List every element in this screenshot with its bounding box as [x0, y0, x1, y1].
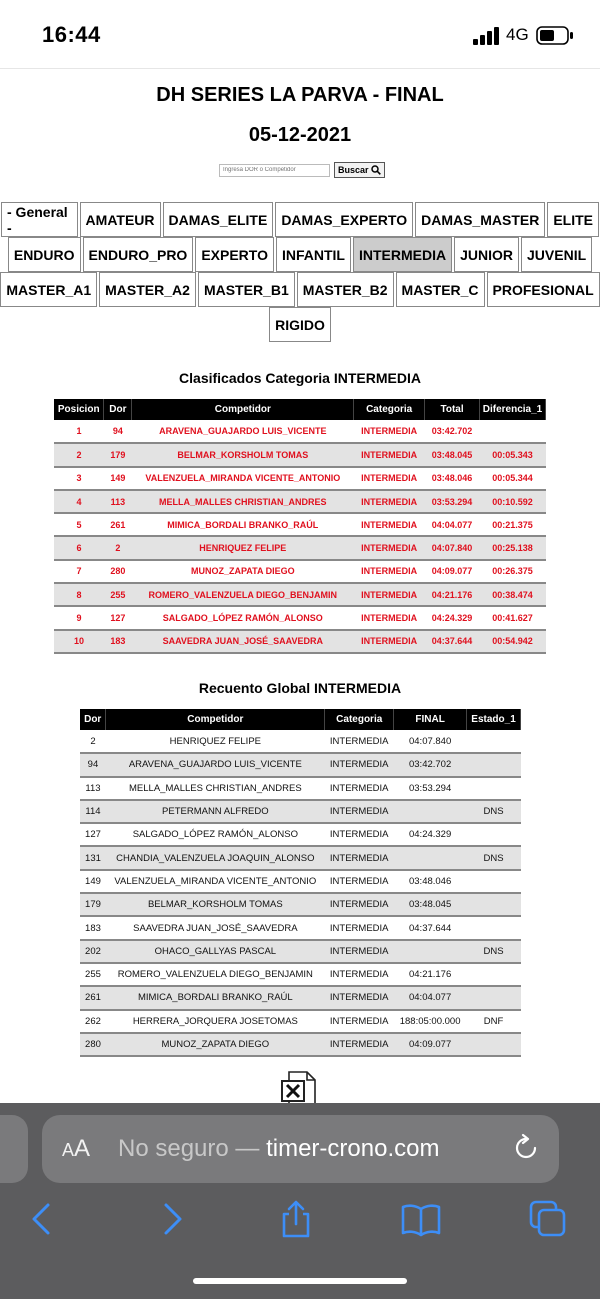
aa-small-label: A: [62, 1140, 75, 1160]
table-cell: 00:05.343: [480, 443, 546, 466]
table-cell: 04:37.644: [425, 630, 480, 653]
table-cell: 00:05.344: [480, 467, 546, 490]
table-cell: 94: [80, 753, 106, 776]
table-cell: OHACO_GALLYAS PASCAL: [106, 940, 325, 963]
table-cell: 8: [54, 583, 104, 606]
category-button[interactable]: INFANTIL: [276, 237, 351, 272]
table-cell: INTERMEDIA: [325, 916, 394, 939]
category-button[interactable]: INTERMEDIA: [353, 237, 452, 272]
table-cell: 280: [104, 560, 132, 583]
url-domain: timer-crono.com: [266, 1135, 440, 1162]
table-cell: INTERMEDIA: [325, 870, 394, 893]
signal-icon: [473, 27, 501, 45]
table-cell: 179: [80, 893, 106, 916]
table-cell: 179: [104, 443, 132, 466]
classified-table: [54, 399, 546, 654]
category-button[interactable]: AMATEUR: [80, 202, 161, 237]
table-cell: 00:26.375: [480, 560, 546, 583]
table-cell: 5: [54, 513, 104, 536]
table-cell: VALENZUELA_MIRANDA VICENTE_ANTONIO: [106, 870, 325, 893]
table-cell: 131: [80, 846, 106, 869]
table-cell: 127: [104, 606, 132, 629]
divider: [0, 68, 600, 69]
table-row: [80, 1033, 521, 1056]
column-header: Posicion: [54, 399, 104, 420]
category-button[interactable]: MASTER_C: [396, 272, 485, 307]
category-row: [0, 202, 600, 237]
table-cell: 7: [54, 560, 104, 583]
table-row: [54, 443, 546, 466]
column-header: Dor: [104, 399, 132, 420]
table-cell: 04:04.077: [394, 986, 467, 1009]
table-cell: 2: [80, 730, 106, 753]
table-cell: INTERMEDIA: [325, 800, 394, 823]
table-cell: 03:48.045: [394, 893, 467, 916]
table-cell: 255: [80, 963, 106, 986]
table-row: [54, 490, 546, 513]
battery-icon: [536, 26, 574, 45]
table-cell: INTERMEDIA: [354, 420, 425, 443]
search-bar: [219, 162, 385, 178]
table-cell: 202: [80, 940, 106, 963]
table-cell: 04:24.329: [425, 606, 480, 629]
table-cell: PETERMANN ALFREDO: [106, 800, 325, 823]
table-cell: BELMAR_KORSHOLM TOMAS: [132, 443, 354, 466]
category-button[interactable]: MASTER_A2: [99, 272, 196, 307]
search-button-label: Buscar: [338, 165, 369, 175]
address-bar[interactable]: [42, 1115, 559, 1183]
table-cell: [467, 963, 521, 986]
forward-icon[interactable]: [152, 1199, 192, 1239]
table-cell: INTERMEDIA: [325, 963, 394, 986]
table-row: [80, 870, 521, 893]
table-cell: DNS: [467, 846, 521, 869]
column-header: Categoria: [325, 709, 394, 730]
table-cell: INTERMEDIA: [354, 467, 425, 490]
browser-toolbar: [0, 1103, 600, 1299]
table-row: [54, 630, 546, 653]
table-cell: MUNOZ_ZAPATA DIEGO: [106, 1033, 325, 1056]
table-row: [54, 467, 546, 490]
table-cell: 04:07.840: [394, 730, 467, 753]
table-cell: MUNOZ_ZAPATA DIEGO: [132, 560, 354, 583]
table-cell: SAAVEDRA JUAN_JOSÉ_SAAVEDRA: [106, 916, 325, 939]
excel-export-icon[interactable]: [278, 1068, 320, 1108]
table-row: [80, 963, 521, 986]
category-row: [0, 272, 600, 307]
table-cell: HENRIQUEZ FELIPE: [132, 536, 354, 559]
table-row: [80, 777, 521, 800]
category-button[interactable]: JUVENIL: [521, 237, 592, 272]
table-row: [54, 513, 546, 536]
column-header: Competidor: [106, 709, 325, 730]
table-cell: 113: [80, 777, 106, 800]
column-header: Estado_1: [467, 709, 521, 730]
table-cell: ROMERO_VALENZUELA DIEGO_BENJAMIN: [132, 583, 354, 606]
table-cell: [467, 753, 521, 776]
table-cell: MELLA_MALLES CHRISTIAN_ANDRES: [106, 777, 325, 800]
table-cell: [467, 1033, 521, 1056]
table-cell: 00:10.592: [480, 490, 546, 513]
table-cell: 03:42.702: [425, 420, 480, 443]
table-cell: 280: [80, 1033, 106, 1056]
home-indicator: [193, 1278, 407, 1284]
table-cell: 04:21.176: [394, 963, 467, 986]
table-cell: ARAVENA_GUAJARDO LUIS_VICENTE: [106, 753, 325, 776]
table-cell: [394, 846, 467, 869]
table-cell: 03:48.046: [425, 467, 480, 490]
reload-icon[interactable]: [511, 1133, 541, 1163]
table-cell: INTERMEDIA: [354, 490, 425, 513]
category-button[interactable]: MASTER_B1: [198, 272, 295, 307]
table-cell: 261: [104, 513, 132, 536]
table-cell: 262: [80, 1010, 106, 1033]
table-cell: INTERMEDIA: [325, 986, 394, 1009]
column-header: FINAL: [394, 709, 467, 730]
table-cell: INTERMEDIA: [325, 893, 394, 916]
table-cell: [467, 893, 521, 916]
table-row: [80, 1010, 521, 1033]
table-cell: HERRERA_JORQUERA JOSETOMAS: [106, 1010, 325, 1033]
browser-nav: [0, 1191, 600, 1251]
table-cell: 00:54.942: [480, 630, 546, 653]
search-icon: [371, 165, 381, 175]
table-row: [80, 986, 521, 1009]
category-selector: [0, 202, 600, 342]
table-cell: 03:48.046: [394, 870, 467, 893]
table-row: [80, 730, 521, 753]
table-cell: INTERMEDIA: [325, 1033, 394, 1056]
category-button[interactable]: RIGIDO: [269, 307, 331, 342]
column-header: Categoria: [354, 399, 425, 420]
table-cell: 1: [54, 420, 104, 443]
table-cell: 94: [104, 420, 132, 443]
table-cell: DNS: [467, 940, 521, 963]
table-cell: INTERMEDIA: [354, 630, 425, 653]
table-cell: 183: [80, 916, 106, 939]
category-button[interactable]: JUNIOR: [454, 237, 519, 272]
previous-tab-stub[interactable]: [0, 1115, 28, 1183]
table-cell: 6: [54, 536, 104, 559]
url-prefix: No seguro —: [118, 1135, 267, 1162]
table-cell: 149: [80, 870, 106, 893]
category-row: [0, 237, 600, 272]
table-cell: INTERMEDIA: [325, 940, 394, 963]
category-button[interactable]: ENDURO: [8, 237, 81, 272]
table-cell: 183: [104, 630, 132, 653]
table-cell: [467, 916, 521, 939]
table-cell: 04:09.077: [425, 560, 480, 583]
table-row: [54, 536, 546, 559]
table-row: [80, 800, 521, 823]
table-cell: INTERMEDIA: [325, 1010, 394, 1033]
page-title: DH SERIES LA PARVA - FINAL: [156, 84, 444, 106]
table-cell: 04:09.077: [394, 1033, 467, 1056]
table-cell: 261: [80, 986, 106, 1009]
category-button[interactable]: DAMAS_MASTER: [415, 202, 545, 237]
table-cell: MELLA_MALLES CHRISTIAN_ANDRES: [132, 490, 354, 513]
search-button[interactable]: [334, 162, 385, 178]
category-button[interactable]: MASTER_A1: [0, 272, 97, 307]
classified-title: Clasificados Categoria INTERMEDIA: [179, 370, 421, 386]
table-cell: CHANDIA_VALENZUELA JOAQUIN_ALONSO: [106, 846, 325, 869]
table-cell: 00:38.474: [480, 583, 546, 606]
table-cell: 03:42.702: [394, 753, 467, 776]
global-title: Recuento Global INTERMEDIA: [198, 680, 402, 696]
category-row: [0, 307, 600, 342]
column-header: Competidor: [132, 399, 354, 420]
category-button[interactable]: - General -: [1, 202, 78, 237]
status-bar: [0, 0, 600, 70]
table-cell: SAAVEDRA JUAN_JOSÉ_SAAVEDRA: [132, 630, 354, 653]
global-table: [80, 709, 521, 1057]
table-cell: MIMICA_BORDALI BRANKO_RAÚL: [106, 986, 325, 1009]
table-cell: INTERMEDIA: [354, 583, 425, 606]
table-cell: INTERMEDIA: [354, 513, 425, 536]
table-cell: 03:48.045: [425, 443, 480, 466]
table-cell: INTERMEDIA: [354, 606, 425, 629]
table-row: [80, 753, 521, 776]
table-cell: SALGADO_LÓPEZ RAMÓN_ALONSO: [106, 823, 325, 846]
status-time: 16:44: [42, 22, 101, 47]
url-text: [118, 1135, 439, 1163]
network-type: 4G: [506, 25, 529, 44]
category-button[interactable]: ENDURO_PRO: [83, 237, 194, 272]
table-cell: 04:37.644: [394, 916, 467, 939]
table-row: [80, 916, 521, 939]
table-cell: INTERMEDIA: [354, 536, 425, 559]
table-cell: 04:07.840: [425, 536, 480, 559]
table-cell: [467, 730, 521, 753]
category-button[interactable]: DAMAS_EXPERTO: [275, 202, 413, 237]
table-cell: 03:53.294: [425, 490, 480, 513]
table-cell: 113: [104, 490, 132, 513]
bookmarks-icon[interactable]: [401, 1199, 441, 1239]
event-date: 05-12-2021: [248, 124, 352, 146]
reader-settings-button[interactable]: [62, 1135, 90, 1163]
table-cell: INTERMEDIA: [325, 753, 394, 776]
table-cell: MIMICA_BORDALI BRANKO_RAÚL: [132, 513, 354, 536]
table-cell: 2: [54, 443, 104, 466]
table-cell: [467, 777, 521, 800]
aa-large-label: A: [74, 1135, 91, 1162]
table-cell: ARAVENA_GUAJARDO LUIS_VICENTE: [132, 420, 354, 443]
table-cell: 127: [80, 823, 106, 846]
table-cell: ROMERO_VALENZUELA DIEGO_BENJAMIN: [106, 963, 325, 986]
table-cell: 10: [54, 630, 104, 653]
table-cell: [467, 870, 521, 893]
table-row: [80, 940, 521, 963]
category-button[interactable]: EXPERTO: [195, 237, 274, 272]
table-cell: 00:25.138: [480, 536, 546, 559]
table-cell: INTERMEDIA: [354, 560, 425, 583]
table-cell: 00:21.375: [480, 513, 546, 536]
table-cell: 04:24.329: [394, 823, 467, 846]
table-row: [80, 893, 521, 916]
share-icon[interactable]: [276, 1199, 316, 1239]
table-cell: 4: [54, 490, 104, 513]
table-cell: 188:05:00.000: [394, 1010, 467, 1033]
tabs-icon[interactable]: [528, 1199, 568, 1239]
table-cell: DNS: [467, 800, 521, 823]
table-cell: INTERMEDIA: [325, 846, 394, 869]
table-cell: 114: [80, 800, 106, 823]
table-cell: 2: [104, 536, 132, 559]
table-cell: SALGADO_LÓPEZ RAMÓN_ALONSO: [132, 606, 354, 629]
table-cell: 255: [104, 583, 132, 606]
table-cell: [394, 940, 467, 963]
category-button[interactable]: ELITE: [547, 202, 599, 237]
table-cell: [467, 823, 521, 846]
table-row: [54, 560, 546, 583]
table-cell: HENRIQUEZ FELIPE: [106, 730, 325, 753]
table-cell: [467, 986, 521, 1009]
table-row: [54, 606, 546, 629]
back-icon[interactable]: [22, 1199, 62, 1239]
column-header: Dor: [80, 709, 106, 730]
search-input[interactable]: [219, 164, 330, 177]
table-cell: 03:53.294: [394, 777, 467, 800]
table-cell: DNF: [467, 1010, 521, 1033]
table-cell: VALENZUELA_MIRANDA VICENTE_ANTONIO: [132, 467, 354, 490]
category-button[interactable]: DAMAS_ELITE: [163, 202, 274, 237]
category-button[interactable]: MASTER_B2: [297, 272, 394, 307]
table-cell: 04:21.176: [425, 583, 480, 606]
column-header: Total: [425, 399, 480, 420]
column-header: Diferencia_1: [480, 399, 546, 420]
table-row: [54, 583, 546, 606]
table-cell: 9: [54, 606, 104, 629]
table-cell: INTERMEDIA: [325, 823, 394, 846]
table-cell: 3: [54, 467, 104, 490]
table-row: [54, 420, 546, 443]
table-cell: 149: [104, 467, 132, 490]
table-cell: INTERMEDIA: [325, 777, 394, 800]
table-cell: INTERMEDIA: [325, 730, 394, 753]
table-cell: [394, 800, 467, 823]
category-button[interactable]: PROFESIONAL: [487, 272, 600, 307]
table-row: [80, 823, 521, 846]
table-cell: BELMAR_KORSHOLM TOMAS: [106, 893, 325, 916]
table-cell: 04:04.077: [425, 513, 480, 536]
table-cell: INTERMEDIA: [354, 443, 425, 466]
table-row: [80, 846, 521, 869]
table-cell: [480, 420, 546, 443]
table-cell: 00:41.627: [480, 606, 546, 629]
